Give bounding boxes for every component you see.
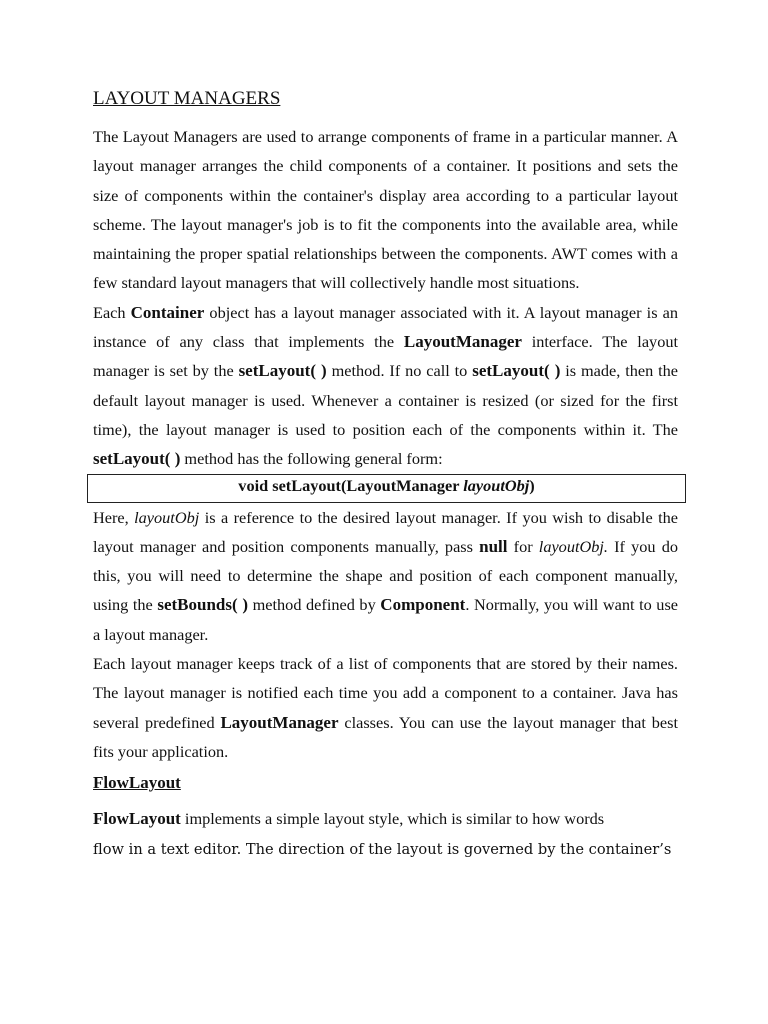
code-signature-box: void setLayout(LayoutManager layoutObj) — [87, 474, 686, 503]
term-container: Container — [130, 302, 205, 322]
term-layoutmanager: LayoutManager — [403, 332, 522, 352]
term-component: Component — [380, 595, 466, 615]
flowlayout-line-2: flow in a text editor. The direction of the layout is governed by the container’s — [93, 840, 672, 858]
document-page — [93, 84, 678, 864]
container-paragraph: Each Container object has a layout manager associated with it. A layout manager is an instance of any class that implements the LayoutManager interface. The layout manager is set by the setLayout( ) method. If no call to setLayout( ) is made, then the default layout manager is used. Whenever a container is resized (or sized for the first time), the layout manager is used to position each of the components within it. The setLayout( ) method has the following general form: — [93, 302, 679, 469]
layoutobj-paragraph: Here, layoutObj is a reference to the desired layout manager. If you wish to disable the layout manager and position components manually, pass null for layoutObj. If you do this, you will need to determine the shape and position of each component manually, using the setBounds( ) method defined by Component. Normally, you will want to use a layout manager. — [93, 507, 679, 644]
tracking-paragraph: Each layout manager keeps track of a list of components that are stored by their names. The layout manager is notified each time you add a component to a container. Java has several predefined LayoutManager classes. You can use the layout manager that best fits your application. — [93, 654, 678, 761]
page-title: LAYOUT MANAGERS — [93, 88, 281, 109]
term-setlayout: setLayout( ) — [238, 361, 327, 381]
term-setlayout: setLayout( ) — [93, 449, 181, 469]
flowlayout-paragraph: FlowLayout implements a simple layout style, which is similar to how words flow in a text editor. The direction of the layout is governed by the container’s — [93, 809, 672, 858]
code-param: layoutObj — [463, 475, 530, 495]
term-layoutobj: layoutObj — [134, 507, 200, 527]
term-null: null — [479, 536, 508, 556]
intro-paragraph: The Layout Managers are used to arrange components of frame in a particular manner. A layout manager arranges the child components of a container. It positions and sets the size of components within the container's display area according to a particular layout scheme. The layout manager's job is to fit the components into the available area, while maintaining the proper spatial relationships between the components. AWT comes with a few standard layout managers that will collectively handle most situations. — [93, 127, 678, 293]
term-setlayout: setLayout( ) — [472, 361, 561, 381]
term-layoutobj: layoutObj. — [538, 536, 608, 556]
term-flowlayout: FlowLayout — [93, 809, 181, 829]
flowlayout-heading: FlowLayout — [93, 773, 181, 793]
term-layoutmanager: LayoutManager — [220, 712, 339, 732]
term-setbounds: setBounds( ) — [157, 595, 249, 615]
